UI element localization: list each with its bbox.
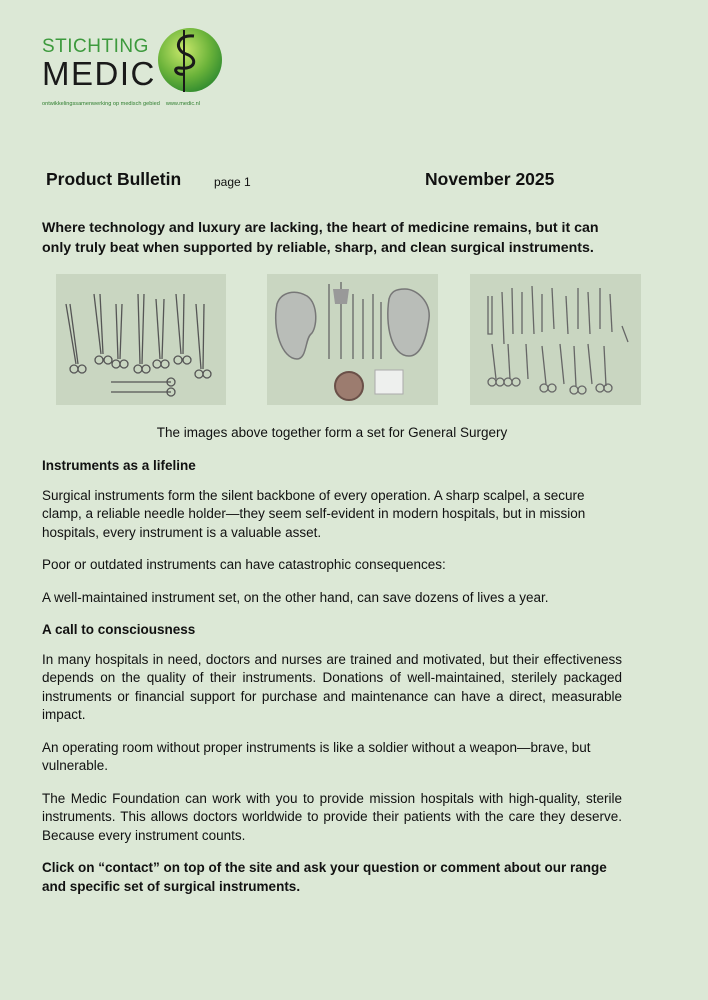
- instruments-photo-clamps: [470, 274, 641, 405]
- intro-statement: Where technology and luxury are lacking, the heart of medicine remains, but it can only truly beat when supported by reliable, sharp, and clean surgical instruments.: [42, 220, 599, 256]
- stichting-medic-logo: [42, 26, 252, 116]
- images-caption: The images above together form a set for General Surgery: [156, 425, 508, 440]
- paragraph-consequences: Poor or outdated instruments can have catastrophic consequences:: [42, 557, 446, 572]
- paragraph-medic-foundation: The Medic Foundation can work with you to provide mission hospitals with high-quality, sterile instruments. This allows doctors worldwide to provide their patients with the care they deserve. Because every instrument counts.: [42, 790, 622, 843]
- paragraph-soldier-analogy: An operating room without proper instruments is like a soldier without a weapon—brave, but vulnerable.: [42, 739, 591, 773]
- bulletin-date: November 2025: [425, 169, 555, 189]
- kidney-dishes-illustration: [267, 274, 438, 405]
- contact-call-to-action: Click on “contact” on top of the site and ask your question or comment about our range and specific set of surgical instruments.: [42, 860, 607, 894]
- page-number: page 1: [214, 175, 251, 189]
- article-body: [42, 457, 622, 910]
- logo-tagline-text: ontwikkelingssamenwerking op medisch gebied: [42, 101, 160, 107]
- logo-tagline: [42, 101, 200, 107]
- instruments-photo-forceps: [56, 274, 226, 405]
- bulletin-title: Product Bulletin: [46, 169, 182, 189]
- caduceus-emblem-icon: [154, 26, 222, 94]
- paragraph-well-maintained: A well-maintained instrument set, on the other hand, can save dozens of lives a year.: [42, 589, 549, 605]
- forceps-illustration: [56, 274, 226, 405]
- section-heading-consciousness: A call to consciousness: [42, 622, 196, 637]
- logo-url: www.medic.nl: [165, 101, 201, 107]
- logo-line-medic: MEDIC: [42, 55, 156, 92]
- section-heading-lifeline: Instruments as a lifeline: [42, 458, 196, 473]
- paragraph-backbone: Surgical instruments form the silent backbone of every operation. A sharp scalpel, a secure clamp, a reliable needle holder—they seem self-evident in modern hospitals, but in mission hospitals, every instrument is a valuable asset.: [42, 487, 586, 540]
- clamps-illustration: [470, 274, 641, 405]
- paragraph-hospitals-in-need: In many hospitals in need, doctors and nurses are trained and motivated, but their effectiveness depends on the quality of their instruments. Donations of well-maintained, sterilely packaged instruments or financial support for purchase and maintenance can have a direct, measurable impact.: [42, 651, 622, 722]
- instruments-photo-kidney-dishes: [267, 274, 438, 405]
- logo-line-stichting: STICHTING: [42, 36, 149, 57]
